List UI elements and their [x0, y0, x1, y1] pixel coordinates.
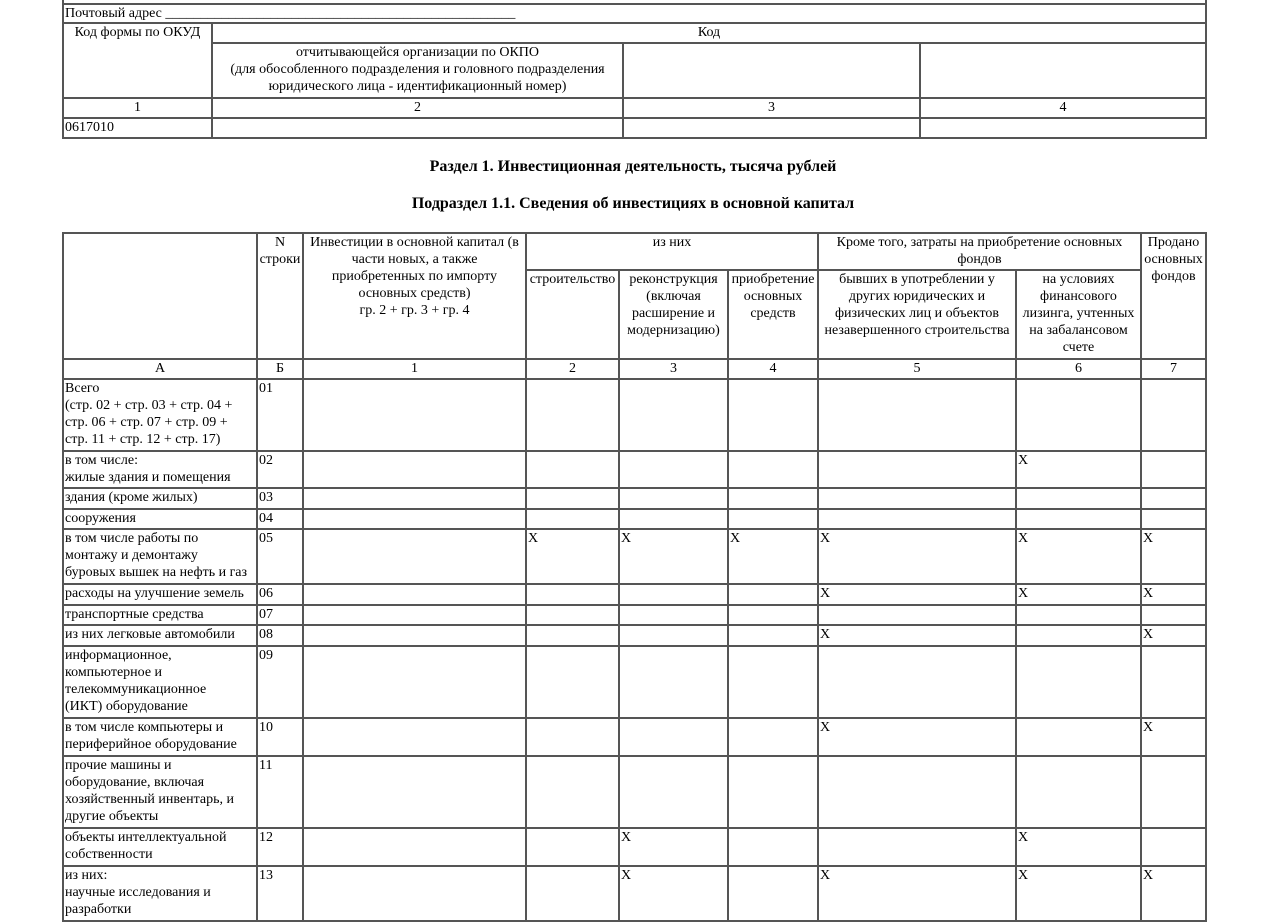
- cell-col-3: X: [619, 828, 728, 866]
- cell-col-2: [526, 379, 619, 451]
- cell-col-2: [526, 718, 619, 756]
- row-label: сооружения: [63, 509, 257, 529]
- table-row: [63, 605, 1206, 625]
- header-investments: Инвестиции в основной капитал (в части новых, а также приобретенных по импорту основных средств) гр. 2 + гр. 3 + гр. 4: [303, 233, 526, 359]
- header-of-them: из них: [526, 233, 818, 270]
- investments-table: [62, 232, 1207, 922]
- cell-col-7: X: [1141, 584, 1206, 605]
- cell-col-7: [1141, 828, 1206, 866]
- table-body: [63, 379, 1206, 921]
- cell-col-4: [728, 828, 818, 866]
- table-row: [63, 451, 1206, 488]
- table-row: [63, 488, 1206, 509]
- cell-col-6: [1016, 509, 1141, 529]
- form-code-row: [63, 118, 1206, 138]
- cell-col-1: [303, 451, 526, 488]
- cell-col-5: X: [818, 866, 1016, 921]
- row-label: расходы на улучшение земель: [63, 584, 257, 605]
- postal-address-row: [63, 4, 1206, 23]
- row-label: из них: научные исследования и разработки: [63, 866, 257, 921]
- cell-col-5: X: [818, 584, 1016, 605]
- cell-col-3: [619, 584, 728, 605]
- row-number: 06: [257, 584, 303, 605]
- cell-col-3: [619, 646, 728, 718]
- cell-col-5: [818, 451, 1016, 488]
- cell-col-5: [818, 488, 1016, 509]
- cell-col-2: [526, 866, 619, 921]
- cell-col-2: [526, 646, 619, 718]
- cell-col-1: [303, 866, 526, 921]
- table-row: [63, 625, 1206, 646]
- row-label: в том числе компьютеры и периферийное оборудование: [63, 718, 257, 756]
- cell-col-6: [1016, 379, 1141, 451]
- cell-col-7: [1141, 756, 1206, 828]
- row-number: 05: [257, 529, 303, 584]
- table-row: [63, 379, 1206, 451]
- cell-col-6: X: [1016, 828, 1141, 866]
- code-label: Код: [212, 23, 1206, 43]
- cell-col-4: [728, 718, 818, 756]
- row-number: 09: [257, 646, 303, 718]
- cell-col-5: [818, 509, 1016, 529]
- cell-col-5: [818, 605, 1016, 625]
- cell-col-2: [526, 625, 619, 646]
- row-label: объекты интеллектуальной собственности: [63, 828, 257, 866]
- header-reconstruction: реконструкция (включая расширение и модернизацию): [619, 270, 728, 359]
- row-label: информационное, компьютерное и телекоммуникационное (ИКТ) оборудование: [63, 646, 257, 718]
- cell-col-7: X: [1141, 866, 1206, 921]
- cell-col-6: X: [1016, 451, 1141, 488]
- cell-col-2: [526, 828, 619, 866]
- row-label: здания (кроме жилых): [63, 488, 257, 509]
- row-label: прочие машины и оборудование, включая хозяйственный инвентарь, и другие объекты: [63, 756, 257, 828]
- cell-col-5: X: [818, 529, 1016, 584]
- cell-col-1: [303, 828, 526, 866]
- row-label: из них легковые автомобили: [63, 625, 257, 646]
- table-row: [63, 756, 1206, 828]
- cell-col-4: [728, 866, 818, 921]
- cell-col-5: [818, 646, 1016, 718]
- cell-col-2: [526, 584, 619, 605]
- table-row: [63, 509, 1206, 529]
- cell-col-4: [728, 451, 818, 488]
- cell-col-7: X: [1141, 529, 1206, 584]
- cell-col-1: [303, 756, 526, 828]
- postal-address-line: __________________________________________________: [165, 6, 516, 21]
- row-number: 02: [257, 451, 303, 488]
- row-number: 04: [257, 509, 303, 529]
- cell-col-6: [1016, 718, 1141, 756]
- cell-col-3: [619, 451, 728, 488]
- cell-col-3: [619, 625, 728, 646]
- cell-col-3: [619, 379, 728, 451]
- cell-col-4: [728, 379, 818, 451]
- cell-col-6: X: [1016, 529, 1141, 584]
- cell-col-6: [1016, 756, 1141, 828]
- header-row-1: [63, 233, 1206, 270]
- okud-label: Код формы по ОКУД: [63, 23, 212, 98]
- row-label: в том числе работы по монтажу и демонтажу буровых вышек на нефть и газ: [63, 529, 257, 584]
- cell-col-2: [526, 756, 619, 828]
- cell-col-1: [303, 625, 526, 646]
- cell-col-4: [728, 605, 818, 625]
- cell-col-6: X: [1016, 866, 1141, 921]
- cell-col-6: [1016, 605, 1141, 625]
- cell-col-7: [1141, 605, 1206, 625]
- row-label: в том числе: жилые здания и помещения: [63, 451, 257, 488]
- cell-col-7: X: [1141, 625, 1206, 646]
- row-number: 07: [257, 605, 303, 625]
- cell-col-1: [303, 605, 526, 625]
- cell-col-7: [1141, 488, 1206, 509]
- table-row: [63, 529, 1206, 584]
- code-cell-3: [623, 43, 920, 98]
- okpo-label: отчитывающейся организации по ОКПО (для обособленного подразделения и головного подразделения юридического лица - идентификационный номер): [212, 43, 623, 98]
- cell-col-7: [1141, 451, 1206, 488]
- row-label: транспортные средства: [63, 605, 257, 625]
- row-label: Всего (стр. 02 + стр. 03 + стр. 04 + стр. 06 + стр. 07 + стр. 09 + стр. 11 + стр. 12 + стр. 17): [63, 379, 257, 451]
- table-row: [63, 584, 1206, 605]
- cell-col-2: [526, 605, 619, 625]
- header-used-assets: бывших в употреблении у других юридических и физических лиц и объектов незавершенного строительства: [818, 270, 1016, 359]
- header-construction: строительство: [526, 270, 619, 359]
- cell-col-3: [619, 509, 728, 529]
- cell-col-7: [1141, 509, 1206, 529]
- cell-col-1: [303, 718, 526, 756]
- subsection-title: Подраздел 1.1. Сведения об инвестициях в основной капитал: [411, 195, 855, 212]
- table-row: [63, 866, 1206, 921]
- form-code: 0617010: [63, 118, 212, 138]
- row-number: 08: [257, 625, 303, 646]
- code-cell-4: [920, 43, 1206, 98]
- cell-col-4: [728, 584, 818, 605]
- cell-col-5: X: [818, 625, 1016, 646]
- cell-col-3: X: [619, 866, 728, 921]
- cell-col-1: [303, 646, 526, 718]
- cell-col-1: [303, 529, 526, 584]
- cell-col-1: [303, 509, 526, 529]
- cell-col-1: [303, 584, 526, 605]
- row-number: 03: [257, 488, 303, 509]
- header-sold: Продано основных фондов: [1141, 233, 1206, 359]
- cell-col-4: [728, 509, 818, 529]
- cell-col-5: [818, 756, 1016, 828]
- cell-col-7: [1141, 379, 1206, 451]
- cell-col-3: [619, 756, 728, 828]
- cell-col-1: [303, 379, 526, 451]
- cell-col-6: [1016, 488, 1141, 509]
- cell-col-4: [728, 756, 818, 828]
- cell-col-4: [728, 625, 818, 646]
- cell-col-4: [728, 488, 818, 509]
- header-acquisition: приобретение основных средств: [728, 270, 818, 359]
- column-labels-row: А Б 1 2 3 4 5 6 7: [63, 359, 1206, 379]
- table-row: [63, 646, 1206, 718]
- cell-col-5: [818, 379, 1016, 451]
- cell-col-2: X: [526, 529, 619, 584]
- cell-col-2: [526, 509, 619, 529]
- cell-col-3: [619, 718, 728, 756]
- table-row: [63, 828, 1206, 866]
- cell-col-4: [728, 646, 818, 718]
- form-code-table: [62, 0, 1207, 139]
- table-row: [63, 718, 1206, 756]
- cell-col-1: [303, 488, 526, 509]
- cell-col-6: X: [1016, 584, 1141, 605]
- section-title: Раздел 1. Инвестиционная деятельность, тысяча рублей: [429, 158, 837, 175]
- cell-col-5: X: [818, 718, 1016, 756]
- header-empty: [63, 233, 257, 359]
- row-number: 01: [257, 379, 303, 451]
- row-number: 10: [257, 718, 303, 756]
- column-numbers-row: 1 2 3 4: [63, 98, 1206, 118]
- cell-col-2: [526, 451, 619, 488]
- cell-col-4: X: [728, 529, 818, 584]
- row-number: 11: [257, 756, 303, 828]
- row-number: 12: [257, 828, 303, 866]
- row-number: 13: [257, 866, 303, 921]
- cell-col-6: [1016, 625, 1141, 646]
- cell-col-2: [526, 488, 619, 509]
- postal-address-label: Почтовый адрес: [65, 6, 162, 21]
- cell-col-7: [1141, 646, 1206, 718]
- cell-col-5: [818, 828, 1016, 866]
- cell-col-3: [619, 488, 728, 509]
- cell-col-7: X: [1141, 718, 1206, 756]
- header-leasing: на условиях финансового лизинга, учтенных на забалансовом счете: [1016, 270, 1141, 359]
- header-additionally: Кроме того, затраты на приобретение основных фондов: [818, 233, 1141, 270]
- cell-col-3: [619, 605, 728, 625]
- cell-col-3: X: [619, 529, 728, 584]
- cell-col-6: [1016, 646, 1141, 718]
- header-row-no: N строки: [257, 233, 303, 359]
